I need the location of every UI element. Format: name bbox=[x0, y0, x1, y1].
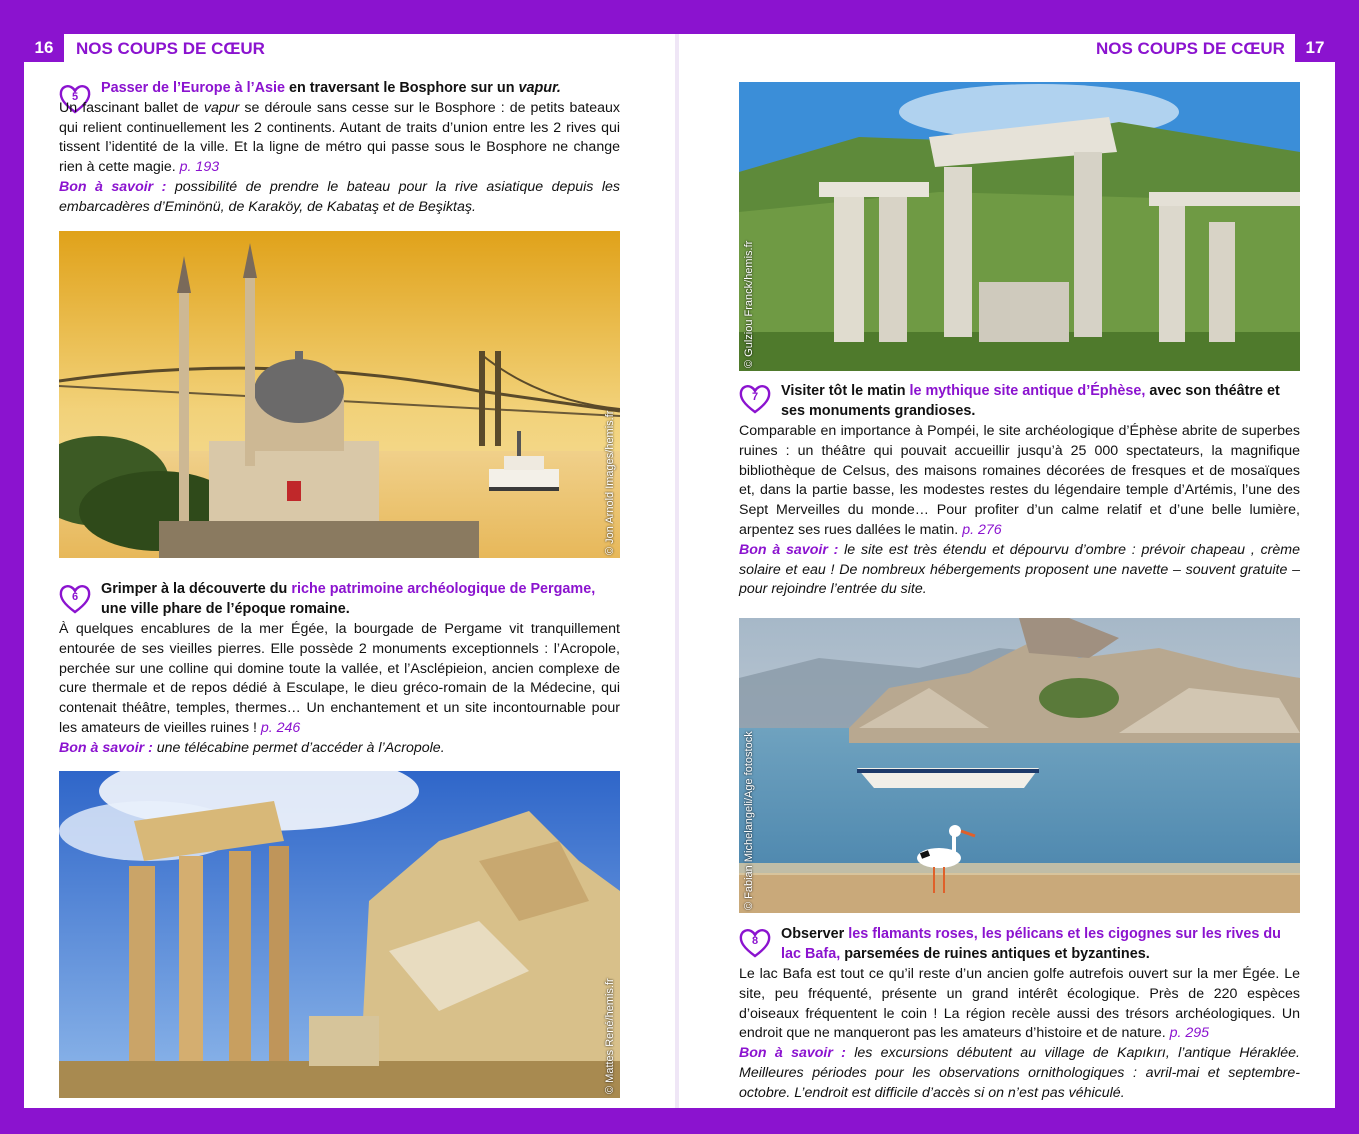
item-8-body: Le lac Bafa est tout ce qu’il reste d’un ancien golfe autrefois ouvert sur la mer Égée. Le site, peu fréquenté, présente un grand intérêt écologique. Près de 220 espèces d’oiseaux fréquentent le coin ! La région recèle aussi des trésors archéologiques. Un endroit que ne manqueront pas les amateurs d’histoire et de nature. bbox=[739, 966, 1300, 1042]
item-number: 8 bbox=[751, 935, 759, 947]
photo-credit: © Mattes René/hemis.fr bbox=[604, 978, 616, 1094]
page-ref-link[interactable]: p. 193 bbox=[179, 159, 220, 176]
photo-ephese-ruins bbox=[739, 82, 1300, 371]
photo-pergame-ruins bbox=[59, 771, 620, 1098]
photo-credit: © Gulziou Franck/hemis.fr bbox=[743, 240, 755, 368]
item-number: 5 bbox=[71, 91, 79, 103]
tip-label: Bon à savoir : bbox=[59, 739, 153, 756]
frame-bottom bbox=[0, 1108, 1359, 1134]
tip-label: Bon à savoir : bbox=[59, 178, 167, 195]
item-7-heading: Visiter tôt le matin le mythique site antique d’Éphèse, avec son théâtre et ses monuments grandioses. bbox=[781, 383, 1280, 419]
heart-number-icon bbox=[738, 926, 772, 960]
photo-credit: © Fabian Michelangeli/Age fotostock bbox=[743, 731, 755, 910]
page-title-right: NOS COUPS DE CŒUR bbox=[1096, 39, 1285, 58]
page-ref-link[interactable]: p. 295 bbox=[1169, 1025, 1210, 1042]
page-ref-link[interactable]: p. 246 bbox=[260, 719, 301, 736]
item-number: 6 bbox=[71, 591, 79, 603]
frame-top bbox=[0, 0, 1359, 34]
item-6-body: À quelques encablures de la mer Égée, la bourgade de Pergame vit tranquillement entourée de ses vieilles pierres. Elle possède 2 monuments exceptionnels : l’Acropole, perchée sur une colline qui domine toute la vallée, et l’Asclépieion, ancien complexe de cure thermale et de repos dédié à Esculape, le dieu gréco-romain de la Médecine, qui contenait théâtre, temples, thermes… Un enchantement et un site incontournable pour les amateurs de vieilles ruines ! bbox=[59, 621, 620, 736]
item-8-heading: Observer les flamants roses, les pélicans et les cigognes sur les rives du lac Bafa, parsemées de ruines antiques et byzantines. bbox=[781, 926, 1281, 962]
item-6-heading: Grimper à la découverte du riche patrimoine archéologique de Pergame, une ville phare de l’époque romaine. bbox=[101, 581, 596, 617]
photo-credit: © Jon Arnold Images/hemis.fr bbox=[604, 410, 616, 555]
item-8-text bbox=[739, 965, 1300, 1104]
page-title-left: NOS COUPS DE CŒUR bbox=[76, 39, 265, 58]
page-ref-link[interactable]: p. 276 bbox=[962, 521, 1002, 538]
item-5-text bbox=[59, 79, 620, 218]
tip-text: les excursions débutent au village de Kapıkırı, l’antique Héraklée. Meilleures périodes pour les observations ornithologiques : avril-mai et septembre-octobre. L’endroit est difficile d’accès si on n’est pas véhiculé. bbox=[739, 1045, 1300, 1101]
frame-left bbox=[0, 0, 24, 1134]
page-number-left: 16 bbox=[24, 34, 64, 62]
item-7-text bbox=[739, 422, 1300, 600]
frame-right bbox=[1335, 0, 1359, 1134]
photo-istanbul-mosque bbox=[59, 231, 620, 558]
tip-text: une télécabine permet d’accéder à l’Acropole. bbox=[152, 739, 445, 756]
item-number: 7 bbox=[751, 391, 759, 403]
photo-lac-bafa bbox=[739, 618, 1300, 913]
item-7-body: Comparable en importance à Pompéi, le site archéologique d’Éphèse abrite de superbes ruines : un théâtre qui pouvait accueillir jusqu’à 25 000 spectateurs, la magnifique bibliothèque de Celsus, des maisons romaines décorées de fresques et de mosaïques et, dans la partie basse, les modestes restes du légendaire temple d’Artémis, l’une des Sept Merveilles du monde… Pour profiter d’un calme relatif et d’une belle lumière, arpentez ses rues dallées le matin. bbox=[739, 423, 1300, 538]
item-5-body: Un fascinant ballet de vapur se déroule sans cesse sur le Bosphore : de petits bateaux qui relient continuellement les 2 continents. Autant de traits d’union entre les 2 rives qui tissent l’identité de la ville. Et la ligne de métro qui passe sous le Bosphore ne change rien à cette magie. bbox=[59, 99, 620, 176]
page-number-right: 17 bbox=[1295, 34, 1335, 62]
heart-number-icon bbox=[58, 582, 92, 616]
item-5-heading: Passer de l’Europe à l’Asie en traversant le Bosphore sur un vapur. bbox=[101, 80, 561, 96]
tip-text: le site est très étendu et dépourvu d’ombre : prévoir chapeau , crème solaire et eau ! De nombreux hébergements proposent une navette – souvent gratuite – pour rejoindre l’entrée du site. bbox=[739, 541, 1301, 598]
item-6-text bbox=[59, 620, 620, 759]
tip-label: Bon à savoir : bbox=[739, 1045, 846, 1062]
tip-text: possibilité de prendre le bateau pour la rive asiatique depuis les embarcadères d’Eminönü, de Karaköy, de Kabataş et de Beşiktaş. bbox=[59, 178, 620, 215]
tip-label: Bon à savoir : bbox=[739, 541, 839, 558]
heart-number-icon bbox=[738, 382, 772, 416]
